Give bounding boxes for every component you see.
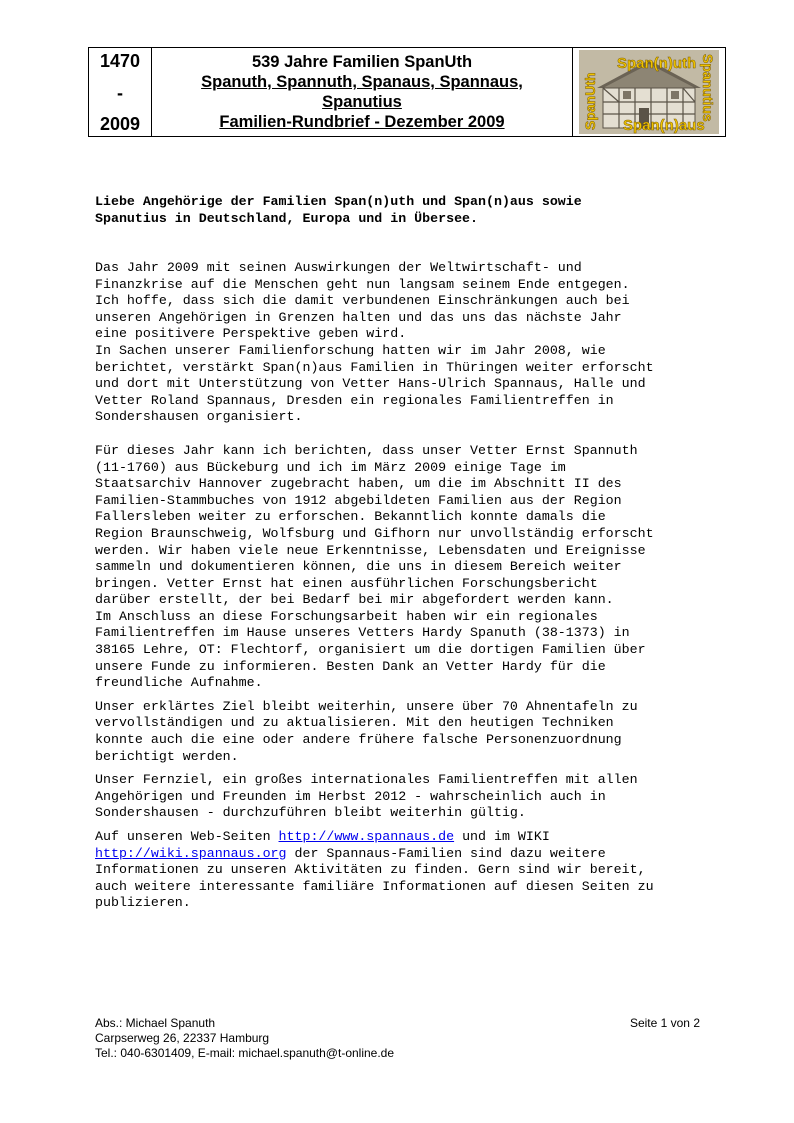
page-number: Seite 1 von 2 [629,1016,700,1030]
year-dash: - [117,82,123,103]
letter-body [95,260,720,919]
family-house-logo-icon [579,50,719,134]
text-line: konnte auch die eine oder andere frühere falsche Personenzuordnung [95,732,622,748]
letter-header [88,47,726,137]
greeting-line: Spanutius in Deutschland, Europa und in Übersee. [95,210,479,226]
text-segment: der Spannaus-Familien sind dazu weitere [286,845,606,861]
paragraph-1 [95,260,720,426]
text-segment: Auf unseren Web-Seiten [95,829,279,844]
text-line: publizieren. [95,895,191,911]
text-line: Informationen zu unseren Aktivitäten zu finden. Gern sind wir bereit, [95,862,646,878]
text-line: Vetter Roland Spannaus, Dresden ein regionales Familientreffen in [95,392,614,408]
logo-text-bottom: Span(n)aus [623,117,705,134]
text-line: Ich hoffe, dass sich die damit verbundenen Einschränkungen auch bei [95,293,630,309]
text-line: vervollständigen und zu aktualisieren. Mit den heutigen Techniken [95,715,614,731]
text-line: berichtigt werden. [95,748,239,764]
header-titles [152,48,573,136]
text-line: Fallersleben weiter zu erforschen. Bekanntlich konnte damals die [95,509,606,525]
logo-text-right: Spanutius [700,54,716,122]
paragraph-web [95,829,720,912]
year-range [89,48,152,136]
title-line-4: Familien-Rundbrief - Dezember 2009 [219,113,505,131]
footer-sender: Abs.: Michael Spanuth [95,1016,216,1030]
text-line: Im Anschluss an diese Forschungsarbeit haben wir ein regionales [95,608,598,624]
website-link[interactable]: http://www.spannaus.de [278,829,455,844]
text-line: Unser erklärtes Ziel bleibt weiterhin, unsere über 70 Ahnentafeln zu [95,698,638,714]
text-line: und dort mit Unterstützung von Vetter Hans-Ulrich Spannaus, Halle und [95,376,646,392]
text-line: eine positivere Perspektive geben wird. [95,326,407,342]
logo-text-top: Span(n)uth [617,55,697,72]
text-line: werden. Wir haben viele neue Erkenntnisse, Lebensdaten und Ereignisse [95,542,646,558]
text-line: bringen. Vetter Ernst hat einen ausführlichen Forschungsbericht [95,575,598,591]
text-line: unsere Funde zu informieren. Besten Dank an Vetter Hardy für die [95,658,606,674]
text-line: Staatsarchiv Hannover zugebracht haben, um die im Abschnitt II des [95,476,622,492]
text-line: freundliche Aufnahme. [95,675,263,691]
year-end: 2009 [99,114,141,134]
paragraph-4 [95,772,720,822]
title-line-2: Spanuth, Spannuth, Spanaus, Spannaus, [201,73,523,91]
text-line: auch weitere interessante familiäre Informationen auf diesen Seiten zu [95,878,654,894]
footer-contact: Tel.: 040-6301409, E-mail: michael.spanuth@t-online.de [95,1046,395,1060]
text-segment: und im WIKI [454,829,550,844]
text-line: Angehörigen und Freunden im Herbst 2012 - wahrscheinlich auch in [95,788,606,804]
logo-text-left: SpanUth [582,72,598,130]
title-line-3: Spanutius [322,93,402,111]
text-line: Das Jahr 2009 mit seinen Auswirkungen der Weltwirtschaft- und [95,260,582,275]
text-line: (11-1760) aus Bückeburg und ich im März 2009 einige Tage im [95,459,566,475]
text-line: Sondershausen - durchzuführen bleibt weiterhin gültig. [95,805,526,821]
paragraph-2 [95,443,720,692]
paragraph-3 [95,699,720,765]
text-line: Unser Fernziel, ein großes internationales Familientreffen mit allen [95,772,638,788]
text-line: Finanzkrise auf die Menschen geht nun langsam seinem Ende entgegen. [95,276,630,292]
text-line: darüber erstellt, der bei Bedarf bei mir abgefordert werden kann. [95,592,614,608]
text-line: Familien-Stammbuches von 1912 abgebildeten Familien aus der Region [95,492,622,508]
text-line: 38165 Lehre, OT: Flechtorf, organisiert um die dortigen Familien über [95,642,646,658]
footer-address: Carpserweg 26, 22337 Hamburg [95,1031,270,1045]
text-line: Sondershausen organisiert. [95,409,303,425]
text-line: Familientreffen im Hause unseres Vetters Hardy Spanuth (38-1373) in [95,625,630,641]
text-line: In Sachen unserer Familienforschung hatten wir im Jahr 2008, wie [95,342,606,358]
wiki-link[interactable]: http://wiki.spannaus.org [95,845,287,861]
text-line: Für dieses Jahr kann ich berichten, dass unser Vetter Ernst Spannuth [95,442,638,458]
text-line: unseren Angehörigen in Grenzen halten und das uns das nächste Jahr [95,309,622,325]
text-line: berichtet, verstärkt Span(n)aus Familien in Thüringen weiter erforscht [95,359,654,375]
letter-footer [95,1016,700,1061]
greeting [95,194,715,227]
logo-cell [573,48,725,136]
year-start: 1470 [99,51,141,71]
text-line: sammeln und dokumentieren können, die uns in diesem Bereich weiter [95,559,622,575]
title-line-1: 539 Jahre Familien SpanUth [251,53,473,71]
text-line: Region Braunschweig, Wolfsburg und Gifhorn nur unvollständig erforscht [95,525,654,541]
greeting-line: Liebe Angehörige der Familien Span(n)uth und Span(n)aus sowie [95,194,582,209]
